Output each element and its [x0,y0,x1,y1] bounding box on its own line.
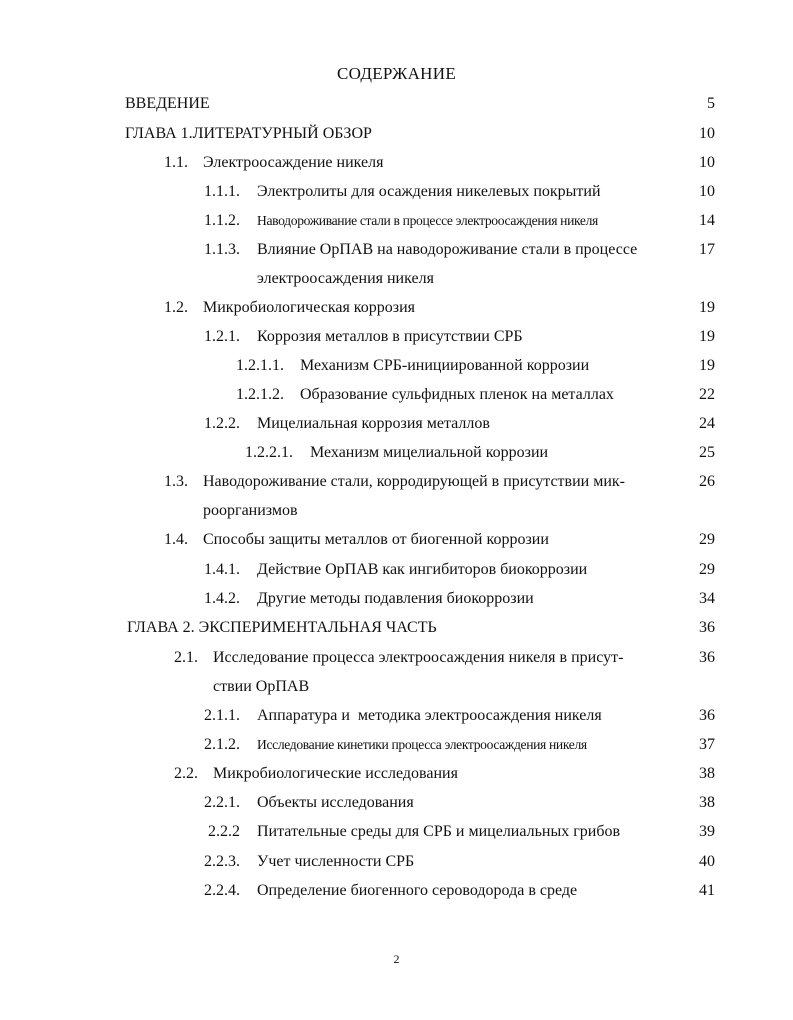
toc-entry-page: 36 [699,707,715,724]
toc-entry-number: 2.1. [174,649,198,666]
toc-entry-number: 1.1.1. [204,183,240,200]
toc-entry-text: Наводороживание стали в процессе электроосаждения никеля [257,213,598,228]
toc-entry-text: роорганизмов [203,502,298,519]
toc-entry-number: 1.4. [164,531,188,548]
toc-entry-page: 10 [699,125,715,142]
toc-entry-text: Учет численности СРБ [257,853,415,870]
toc-entry-number: 1.2. [164,299,188,316]
toc-entry [0,762,793,786]
toc-title: СОДЕРЖАНИЕ [336,64,457,83]
toc-entry [0,470,793,494]
toc-entry-number: 1.2.1.1. [236,357,284,374]
toc-entry [0,122,793,146]
toc-entry-text: Механизм СРБ-инициированной коррозии [300,357,590,374]
toc-entry-number: 2.2.3. [204,853,240,870]
toc-entry-text: ствии ОрПАВ [213,678,310,695]
toc-entry-page: 29 [699,561,715,578]
toc-entry-page: 22 [699,386,715,403]
toc-entry [0,383,793,407]
toc-entry-page: 10 [699,183,715,200]
toc-entry-text: Исследование кинетики процесса электроосаждения никеля [257,737,587,752]
toc-entry-page: 19 [699,357,715,374]
toc-entry [0,791,793,815]
toc-entry [0,151,793,175]
toc-entry-number: 1.1.2. [204,212,240,229]
toc-entry [0,850,793,874]
toc-entry-page: 36 [699,649,715,666]
toc-entry-text: Исследование процесса электроосаждения никеля в присут- [213,649,624,666]
toc-entry-text: Коррозия металлов в присутствии СРБ [257,328,523,345]
toc-entry-number: 1.2.1. [204,328,240,345]
toc-entry-number: 2.1.2. [204,736,240,753]
toc-entry-continuation [0,499,793,523]
toc-entry [0,616,793,640]
toc-entry [0,180,793,204]
toc-entry-text: Микробиологическая коррозия [203,299,416,316]
toc-entry [0,209,793,233]
toc-entry-text: Микробиологические исследования [213,765,458,782]
toc-entry [0,558,793,582]
toc-entry-page: 39 [699,823,715,840]
toc-entry-text: ВВЕДЕНИЕ [125,95,210,112]
toc-entry-page: 19 [699,299,715,316]
toc-entry-page: 10 [699,154,715,171]
page-number: 2 [393,952,400,966]
toc-entry [0,587,793,611]
toc-entry-text: Мицелиальная коррозия металлов [257,415,490,432]
toc-entry-page: 40 [699,853,715,870]
toc-entry-text: Определение биогенного сероводорода в среде [257,882,578,899]
toc-entry-number: 1.2.2. [204,415,240,432]
toc-entry-number: 1.1.3. [204,241,240,258]
toc-entry-page: 34 [699,590,715,607]
toc-entry [0,92,793,116]
toc-entry [0,238,793,262]
toc-entry-text: Наводороживание стали, корродирующей в присутствии мик- [203,473,625,490]
toc-entry [0,412,793,436]
toc-entry-text: Способы защиты металлов от биогенной коррозии [203,531,549,548]
toc-entry-text: Механизм мицелиальной коррозии [310,444,549,461]
toc-entry [0,354,793,378]
toc-entry-page: 25 [699,444,715,461]
toc-entry [0,325,793,349]
toc-entry-text: электроосаждения никеля [257,270,434,287]
toc-entry [0,879,793,903]
toc-entry-number: 2.2.2 [208,823,240,840]
toc-entry-page: 5 [707,95,715,112]
toc-entry-page: 38 [699,765,715,782]
toc-entry-page: 36 [699,619,715,636]
toc-entry-page: 17 [699,241,715,258]
toc-entry-page: 26 [699,473,715,490]
toc-entry-number: 1.2.1.2. [236,386,284,403]
toc-entry-number: 2.1.1. [204,707,240,724]
toc-entry-number: 2.2.1. [204,794,240,811]
toc-entry [0,646,793,670]
toc-entry-number: 2.2. [174,765,198,782]
toc-entry [0,296,793,320]
toc-entry-page: 24 [699,415,715,432]
toc-entry-text: Аппаратура и методика электроосаждения никеля [257,707,602,724]
toc-entry-page: 38 [699,794,715,811]
toc-entry [0,820,793,844]
toc-entry-text: ГЛАВА 2. ЭКСПЕРИМЕНТАЛЬНАЯ ЧАСТЬ [127,619,437,636]
toc-entry-number: 1.2.2.1. [245,444,293,461]
toc-entry-text: Другие методы подавления биокоррозии [257,590,534,607]
toc-entry-text: Образование сульфидных пленок на металлах [300,386,614,403]
toc-entry-page: 29 [699,531,715,548]
toc-entry-number: 2.2.4. [204,882,240,899]
toc-entry-text: Влияние ОрПАВ на наводороживание стали в процессе [257,241,638,258]
toc-entry [0,528,793,552]
toc-entry-number: 1.4.2. [204,590,240,607]
toc-entry-text: ГЛАВА 1.ЛИТЕРАТУРНЫЙ ОБЗОР [125,125,372,142]
toc-entry-page: 41 [699,882,715,899]
toc-entry-text: Электролиты для осаждения никелевых покрытий [257,183,601,200]
toc-entry-number: 1.1. [164,154,188,171]
toc-entry [0,441,793,465]
toc-entry-text: Действие ОрПАВ как ингибиторов биокоррозии [257,561,588,578]
toc-entry-page: 37 [699,736,715,753]
toc-entry-text: Объекты исследования [257,794,414,811]
toc-entry-continuation [0,267,793,291]
toc-entry-page: 19 [699,328,715,345]
toc-entry [0,704,793,728]
toc-entry-continuation [0,675,793,699]
toc-entry-page: 14 [699,212,715,229]
toc-entry-text: Питательные среды для СРБ и мицелиальных грибов [257,823,621,840]
toc-entry-number: 1.4.1. [204,561,240,578]
toc-entry-number: 1.3. [164,473,188,490]
toc-entry [0,733,793,757]
toc-entry-text: Электроосаждение никеля [203,154,384,171]
